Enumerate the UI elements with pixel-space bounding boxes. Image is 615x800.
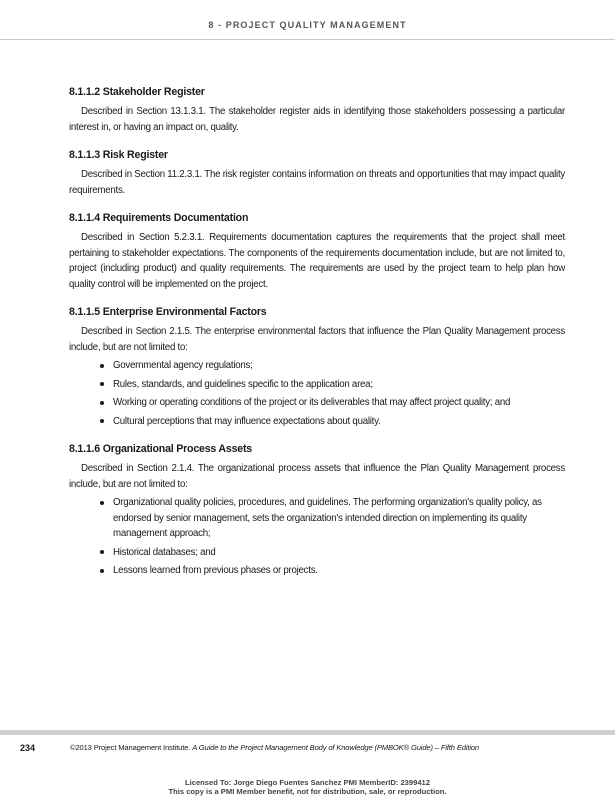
bullet-icon: [100, 550, 104, 554]
footer-divider: [0, 730, 615, 735]
section-heading: 8.1.1.6 Organizational Process Assets: [69, 443, 252, 455]
section-risk-register: [69, 149, 565, 198]
list-item: [69, 377, 565, 393]
bullet-icon: [100, 569, 104, 573]
list-item-text: Organizational quality policies, procedures, and guidelines. The performing organization's quality policy, as endorsed by senior management, sets the organization's intended direction on implementing its quality management approach;: [113, 497, 542, 539]
page-content: [69, 86, 565, 593]
section-paragraph: Described in Section 2.1.5. The enterprise environmental factors that influence the Plan Quality Management process include, but are not limited to:: [69, 326, 565, 353]
list-item: [69, 545, 565, 561]
section-heading: 8.1.1.5 Enterprise Environmental Factors: [69, 306, 267, 318]
bullet-list: [69, 495, 565, 579]
list-item-text: Historical databases; and: [113, 546, 216, 558]
chapter-title: 8 - PROJECT QUALITY MANAGEMENT: [208, 20, 407, 30]
list-item: [69, 495, 565, 542]
book-title: A Guide to the Project Management Body of Knowledge (PMBOK® Guide) – Fifth Edition: [192, 743, 479, 752]
section-paragraph: Described in Section 13.1.3.1. The stakeholder register aids in identifying those stakeholders possessing a particular interest in, or having an impact on, quality.: [69, 106, 565, 133]
section-heading: 8.1.1.3 Risk Register: [69, 149, 168, 161]
page-number: 234: [20, 743, 36, 753]
list-item: [69, 358, 565, 374]
running-header: [0, 0, 615, 40]
bullet-icon: [100, 419, 104, 423]
bullet-list: [69, 358, 565, 429]
list-item-text: Working or operating conditions of the project or its deliverables that may affect project quality; and: [113, 397, 511, 408]
bullet-icon: [100, 382, 104, 386]
section-heading: 8.1.1.2 Stakeholder Register: [69, 86, 205, 98]
section-paragraph: Described in Section 2.1.4. The organizational process assets that influence the Plan Quality Management process include, but are not limited to:: [69, 463, 565, 490]
list-item: [69, 414, 565, 430]
list-item: [69, 563, 565, 579]
section-stakeholder-register: [69, 86, 565, 135]
section-organizational-process-assets: [69, 443, 565, 579]
bullet-icon: [100, 364, 104, 368]
license-line-2: This copy is a PMI Member benefit, not for distribution, sale, or reproduction.: [168, 786, 447, 796]
section-heading: 8.1.1.4 Requirements Documentation: [69, 212, 249, 224]
bullet-icon: [100, 501, 104, 505]
list-item: [69, 395, 565, 411]
section-requirements-documentation: [69, 212, 565, 292]
list-item-text: Rules, standards, and guidelines specific to the application area;: [113, 378, 373, 390]
bullet-icon: [100, 401, 104, 405]
list-item-text: Lessons learned from previous phases or projects.: [113, 565, 318, 576]
section-paragraph: Described in Section 5.2.3.1. Requirements documentation captures the requirements that the project shall meet pertaining to stakeholder expectations. The components of the requirements documentation include, but are not limited to, project (including product) and quality requirements. The requirements are used by the project team to help plan how quality control will be implemented on the project.: [69, 232, 565, 290]
license-line-1: Licensed To: Jorge Diego Fuentes Sanchez PMI MemberID: 2399412: [184, 778, 431, 787]
list-item-text: Cultural perceptions that may influence expectations about quality.: [113, 415, 381, 427]
list-item-text: Governmental agency regulations;: [113, 360, 253, 371]
section-enterprise-environmental-factors: [69, 306, 565, 429]
section-paragraph: Described in Section 11.2.3.1. The risk register contains information on threats and opportunities that may impact quality requirements.: [69, 169, 565, 196]
copyright-text: ©2013 Project Management Institute.: [70, 743, 193, 752]
license-notice: [0, 779, 615, 796]
footer-citation: [70, 743, 479, 752]
